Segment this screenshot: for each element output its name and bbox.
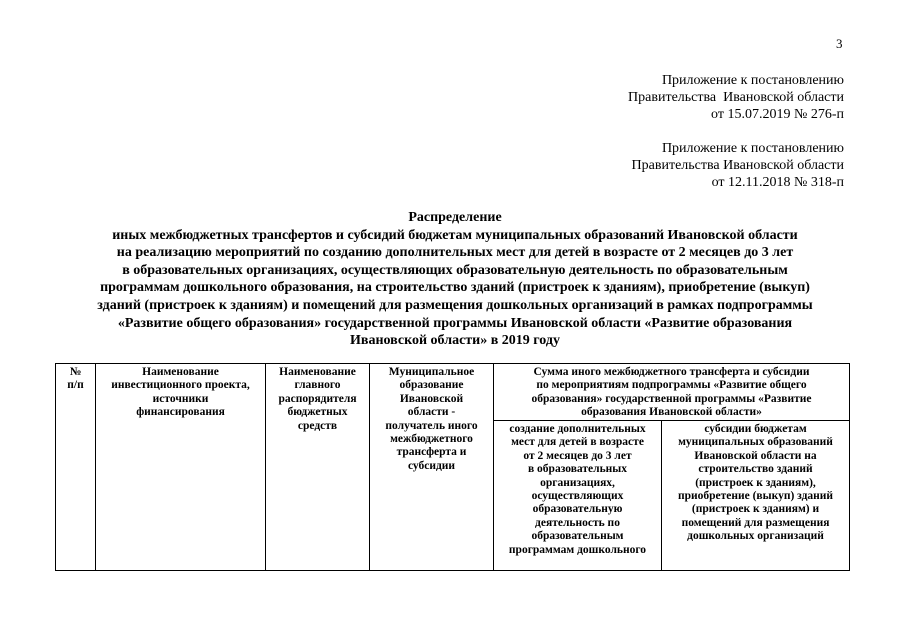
header-cell-project: Наименование инвестиционного проекта, источники финансирования xyxy=(96,364,266,571)
appendix-original-reference xyxy=(632,140,844,191)
appendix-current-line-1: Приложение к постановлению xyxy=(661,73,844,88)
title-line-6: зданий (пристроек к зданиям) и помещений для размещения дошкольных организаций в рамках подпрограммы xyxy=(97,297,813,313)
title-line-3: на реализацию мероприятий по созданию дополнительных мест для детей в возрасте от 2 месяцев до 3 лет xyxy=(116,245,794,261)
title-line-1: Распределение xyxy=(408,210,502,225)
header-cell-number: № п/п xyxy=(56,364,96,571)
header-cell-budget-manager: Наименование главного распорядителя бюджетных средств xyxy=(266,364,370,571)
appendix-current-line-3: от 15.07.2019 № 276-п xyxy=(711,107,844,122)
header-cell-recipient: Муниципальное образование Ивановской области - получатель иного межбюджетного трансферта и субсидии xyxy=(370,364,494,571)
appendix-current-line-2: Правительства Ивановской области xyxy=(628,90,844,105)
header-cell-sum-group: Сумма иного межбюджетного трансферта и субсидии по мероприятиям подпрограммы «Развитие общего образования» государственной программы «Развитие образования Ивановской области» xyxy=(494,364,850,421)
header-cell-sum-new-places: создание дополнительных мест для детей в возрасте от 2 месяцев до 3 лет в образовательных организациях, осуществляющих образовательную деятельность по образовательным программам дошкольного xyxy=(494,421,662,571)
title-line-7: «Развитие общего образования» государственной программы Ивановской области «Развитие образования xyxy=(117,315,793,331)
title-line-8: Ивановской области» в 2019 году xyxy=(350,333,560,349)
appendix-original-line-2: Правительства Ивановской области xyxy=(631,158,844,173)
title-line-4: в образовательных организациях, осуществляющих образовательную деятельность по образовательным xyxy=(122,262,788,278)
page-number: 3 xyxy=(836,36,843,51)
appendix-original-line-3: от 12.11.2018 № 318-п xyxy=(711,175,844,190)
title-line-5: программам дошкольного образования, на строительство зданий (пристроек к зданиям), приобретение (выкуп) xyxy=(100,280,810,296)
document-title xyxy=(40,209,870,350)
header-cell-sum-buildings: субсидии бюджетам муниципальных образований Ивановской области на строительство зданий (пристроек к зданиям), приобретение (выкуп) зданий (пристроек к зданиям) и помещений для размещения дошкольных организаций xyxy=(662,421,850,571)
appendix-original-line-1: Приложение к постановлению xyxy=(661,141,844,156)
distribution-table xyxy=(55,363,850,571)
title-line-2: иных межбюджетных трансфертов и субсидий бюджетам муниципальных образований Ивановской области xyxy=(112,227,798,243)
appendix-current-reference xyxy=(628,72,844,123)
